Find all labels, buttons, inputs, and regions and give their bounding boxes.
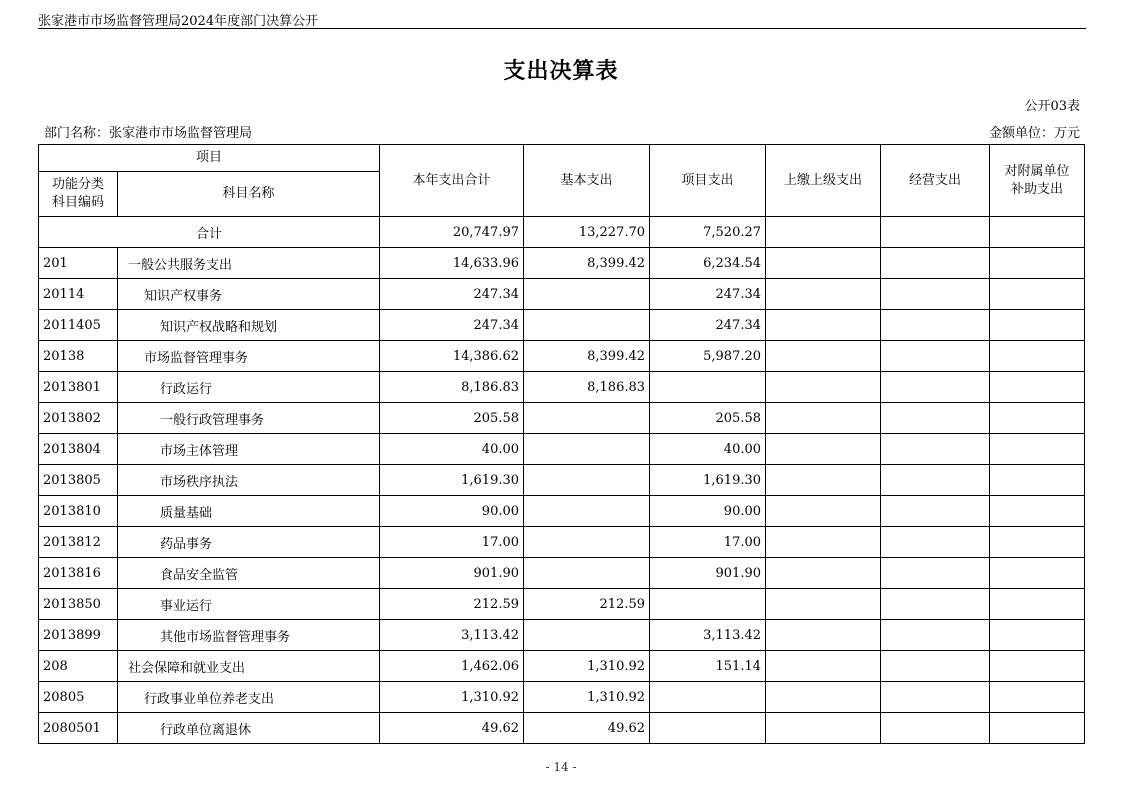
row-basic <box>524 434 650 465</box>
row-name: 行政单位离退休 <box>118 713 380 744</box>
table-row <box>39 620 1085 651</box>
row-business <box>881 620 990 651</box>
row-business <box>881 372 990 403</box>
row-name: 市场主体管理 <box>118 434 380 465</box>
row-business <box>881 310 990 341</box>
row-business <box>881 651 990 682</box>
table-row <box>39 372 1085 403</box>
row-subsidy <box>990 651 1085 682</box>
row-upper <box>766 682 881 713</box>
row-total: 17.00 <box>380 527 524 558</box>
row-total: 1,619.30 <box>380 465 524 496</box>
header-code <box>39 172 118 217</box>
row-subsidy <box>990 558 1085 589</box>
row-name: 一般行政管理事务 <box>118 403 380 434</box>
row-code: 2013850 <box>39 589 118 620</box>
table-row <box>39 713 1085 744</box>
table-row <box>39 403 1085 434</box>
row-business <box>881 465 990 496</box>
row-name: 市场秩序执法 <box>118 465 380 496</box>
row-code: 2013812 <box>39 527 118 558</box>
row-basic <box>524 527 650 558</box>
row-project: 205.58 <box>650 403 766 434</box>
row-subsidy <box>990 465 1085 496</box>
row-name: 其他市场监督管理事务 <box>118 620 380 651</box>
row-subsidy <box>990 527 1085 558</box>
row-name: 食品安全监管 <box>118 558 380 589</box>
row-upper <box>766 651 881 682</box>
row-project <box>650 713 766 744</box>
row-project: 40.00 <box>650 434 766 465</box>
row-business <box>881 589 990 620</box>
total-subsidy <box>990 217 1085 248</box>
row-total: 212.59 <box>380 589 524 620</box>
row-subsidy <box>990 248 1085 279</box>
total-project: 7,520.27 <box>650 217 766 248</box>
row-code: 208 <box>39 651 118 682</box>
row-business <box>881 248 990 279</box>
row-code: 2080501 <box>39 713 118 744</box>
row-total: 14,633.96 <box>380 248 524 279</box>
row-business <box>881 434 990 465</box>
row-total: 247.34 <box>380 279 524 310</box>
row-upper <box>766 713 881 744</box>
row-project: 151.14 <box>650 651 766 682</box>
row-name: 知识产权事务 <box>118 279 380 310</box>
row-code: 20138 <box>39 341 118 372</box>
row-total: 90.00 <box>380 496 524 527</box>
table-row <box>39 589 1085 620</box>
row-business <box>881 496 990 527</box>
row-basic <box>524 310 650 341</box>
row-project: 1,619.30 <box>650 465 766 496</box>
row-basic: 49.62 <box>524 713 650 744</box>
row-project <box>650 682 766 713</box>
row-project: 247.34 <box>650 279 766 310</box>
header-name: 科目名称 <box>118 172 380 217</box>
row-subsidy <box>990 434 1085 465</box>
header-item: 项目 <box>39 145 380 172</box>
row-basic <box>524 403 650 434</box>
table-row <box>39 341 1085 372</box>
table-row <box>39 279 1085 310</box>
total-label: 合计 <box>39 217 380 248</box>
row-project: 247.34 <box>650 310 766 341</box>
row-basic: 8,399.42 <box>524 248 650 279</box>
row-name: 行政运行 <box>118 372 380 403</box>
row-upper <box>766 372 881 403</box>
table-row <box>39 496 1085 527</box>
row-total: 3,113.42 <box>380 620 524 651</box>
row-code: 2013804 <box>39 434 118 465</box>
document-title: 支出决算表 <box>503 58 619 84</box>
row-total: 247.34 <box>380 310 524 341</box>
row-total: 901.90 <box>380 558 524 589</box>
header-upper: 上缴上级支出 <box>766 145 881 217</box>
row-total: 40.00 <box>380 434 524 465</box>
row-project: 17.00 <box>650 527 766 558</box>
header-code-label: 功能分类科目编码 <box>51 177 104 210</box>
table-row <box>39 682 1085 713</box>
table-row <box>39 651 1085 682</box>
table-row <box>39 558 1085 589</box>
row-code: 2013899 <box>39 620 118 651</box>
row-project: 6,234.54 <box>650 248 766 279</box>
row-total: 8,186.83 <box>380 372 524 403</box>
table-row <box>39 527 1085 558</box>
row-upper <box>766 310 881 341</box>
row-project: 90.00 <box>650 496 766 527</box>
row-total: 49.62 <box>380 713 524 744</box>
row-subsidy <box>990 682 1085 713</box>
row-subsidy <box>990 372 1085 403</box>
row-subsidy <box>990 713 1085 744</box>
row-subsidy <box>990 279 1085 310</box>
row-subsidy <box>990 310 1085 341</box>
total-upper <box>766 217 881 248</box>
row-code: 2013816 <box>39 558 118 589</box>
row-project <box>650 589 766 620</box>
row-upper <box>766 465 881 496</box>
running-header: 张家港市市场监督管理局2024年度部门决算公开 <box>38 14 319 29</box>
row-upper <box>766 279 881 310</box>
row-basic: 212.59 <box>524 589 650 620</box>
row-upper <box>766 589 881 620</box>
row-name: 知识产权战略和规划 <box>118 310 380 341</box>
row-basic <box>524 620 650 651</box>
row-project: 5,987.20 <box>650 341 766 372</box>
table-number: 公开03表 <box>1024 99 1080 114</box>
row-business <box>881 403 990 434</box>
header-basic: 基本支出 <box>524 145 650 217</box>
header-business: 经营支出 <box>881 145 990 217</box>
row-upper <box>766 496 881 527</box>
total-amount: 20,747.97 <box>380 217 524 248</box>
row-business <box>881 558 990 589</box>
row-business <box>881 527 990 558</box>
row-name: 事业运行 <box>118 589 380 620</box>
row-project: 901.90 <box>650 558 766 589</box>
row-basic: 1,310.92 <box>524 651 650 682</box>
row-upper <box>766 558 881 589</box>
amount-unit: 金额单位：万元 <box>988 126 1080 141</box>
row-name: 行政事业单位养老支出 <box>118 682 380 713</box>
row-upper <box>766 248 881 279</box>
row-basic <box>524 279 650 310</box>
row-basic: 8,186.83 <box>524 372 650 403</box>
table-row <box>39 248 1085 279</box>
row-upper <box>766 403 881 434</box>
row-total: 205.58 <box>380 403 524 434</box>
row-code: 2013810 <box>39 496 118 527</box>
row-name: 社会保障和就业支出 <box>118 651 380 682</box>
row-subsidy <box>990 589 1085 620</box>
row-total: 1,310.92 <box>380 682 524 713</box>
row-basic <box>524 465 650 496</box>
row-code: 2013805 <box>39 465 118 496</box>
row-name: 药品事务 <box>118 527 380 558</box>
row-code: 2011405 <box>39 310 118 341</box>
table-row <box>39 434 1085 465</box>
row-upper <box>766 527 881 558</box>
row-project: 3,113.42 <box>650 620 766 651</box>
row-project <box>650 372 766 403</box>
table-row <box>39 310 1085 341</box>
header-rule <box>38 28 1086 29</box>
row-upper <box>766 341 881 372</box>
row-subsidy <box>990 403 1085 434</box>
header-project: 项目支出 <box>650 145 766 217</box>
row-code: 20805 <box>39 682 118 713</box>
row-name: 一般公共服务支出 <box>118 248 380 279</box>
row-total: 14,386.62 <box>380 341 524 372</box>
total-business <box>881 217 990 248</box>
row-total: 1,462.06 <box>380 651 524 682</box>
total-row <box>39 217 1085 248</box>
row-subsidy <box>990 620 1085 651</box>
page-number: - 14 - <box>545 760 577 774</box>
row-name: 市场监督管理事务 <box>118 341 380 372</box>
row-upper <box>766 434 881 465</box>
row-basic: 1,310.92 <box>524 682 650 713</box>
row-basic: 8,399.42 <box>524 341 650 372</box>
row-business <box>881 682 990 713</box>
row-subsidy <box>990 496 1085 527</box>
table-row <box>39 465 1085 496</box>
row-code: 20114 <box>39 279 118 310</box>
department-name: 部门名称：张家港市市场监督管理局 <box>44 126 253 141</box>
header-subsidy-label: 对附属单位补助支出 <box>1004 163 1070 197</box>
row-business <box>881 279 990 310</box>
total-basic: 13,227.70 <box>524 217 650 248</box>
row-subsidy <box>990 341 1085 372</box>
row-basic <box>524 558 650 589</box>
header-subsidy <box>990 145 1085 217</box>
row-business <box>881 713 990 744</box>
row-name: 质量基础 <box>118 496 380 527</box>
row-upper <box>766 620 881 651</box>
expenditure-table <box>38 144 1085 744</box>
header-total: 本年支出合计 <box>380 145 524 217</box>
row-code: 201 <box>39 248 118 279</box>
row-code: 2013801 <box>39 372 118 403</box>
row-code: 2013802 <box>39 403 118 434</box>
row-business <box>881 341 990 372</box>
row-basic <box>524 496 650 527</box>
